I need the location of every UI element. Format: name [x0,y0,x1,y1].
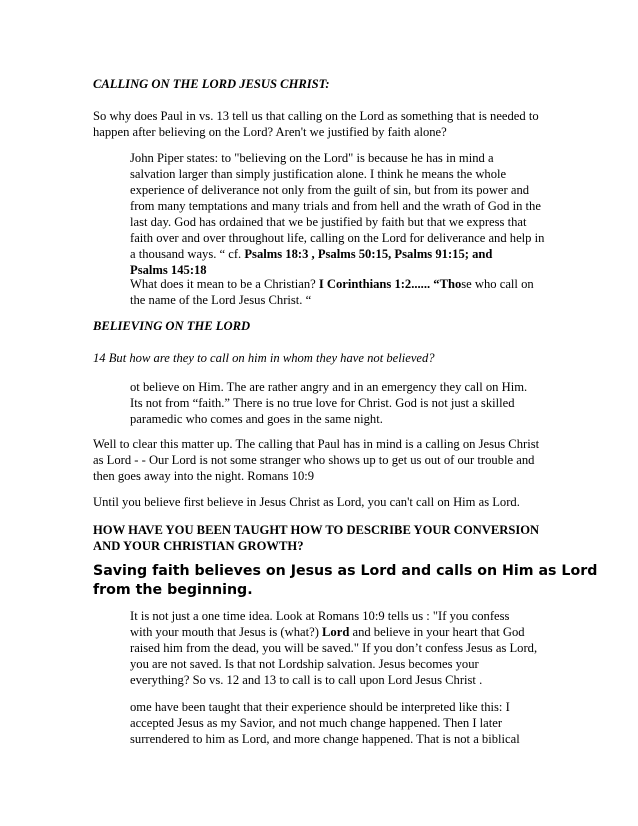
text-line: the name of the Lord Jesus Christ. “ [130,293,312,307]
text-line: HOW HAVE YOU BEEN TAUGHT HOW TO DESCRIBE YOUR CONVERSION [93,523,540,537]
text-line [130,624,554,640]
text-line: then goes away into the night. Romans 10:9 [93,469,315,483]
text-line: accepted Jesus as my Savior, and not much change happened. Then I later [130,716,503,730]
text-line: faith over and over throughout life, calling on the Lord for deliverance and help in [130,231,545,245]
corinthians-reference: I Corinthians 1:2...... [318,277,431,291]
text-line: Well to clear this matter up. The calling that Paul has in mind is a calling on Jesus Christ [93,437,540,451]
paragraph-clear-matter [93,436,553,484]
text-span: What does it mean to be a Christian? [130,277,319,291]
psalms-145-reference: Psalms 145:18 [130,263,207,277]
text-span: se who call on [461,277,534,291]
text-line: AND YOUR CHRISTIAN GROWTH? [93,539,304,553]
christian-question [130,276,554,308]
text-span: with your mouth that Jesus is (what?) [130,625,323,639]
heading-believing-on-the-lord: BELIEVING ON THE LORD [93,319,251,333]
text-line: happen after believing on the Lord? Aren't we justified by faith alone? [93,125,447,139]
text-line: last day. God has ordained that we be justified by faith but that we express that [130,215,527,229]
text-line: everything? So vs. 12 and 13 to call is to call upon Lord Jesus Christ . [130,673,483,687]
text-line [130,276,554,292]
believe-block [130,379,554,427]
text-line: raised him from the dead, you will be saved." If you don’t confess Jesus as Lord, [130,641,538,655]
text-line: experience of deliverance not only from the guilt of sin, but from its power and [130,183,530,197]
text-span: a thousand ways. “ cf. [130,247,245,261]
text-line: ot believe on Him. The are rather angry and in an emergency they call on Him. [130,380,528,394]
paragraph-why-paul [93,108,553,140]
heading-saving-faith [93,562,598,600]
text-line: Saving faith believes on Jesus as Lord and calls on Him as Lord [93,563,598,579]
lord-emphasis: Lord [322,625,350,639]
taught-experience-block [130,699,554,747]
text-span: and believe in your heart that God [349,625,525,639]
text-line: surrendered to him as Lord, and more change happened. That is not a biblical [130,732,520,746]
text-line: It is not just a one time idea. Look at Romans 10:9 tells us : "If you confess [130,609,510,623]
text-line: Its not from “faith.” There is no true love for Christ. God is not just a skilled [130,396,515,410]
text-line [130,246,554,262]
heading-calling-on-the-lord: CALLING ON THE LORD JESUS CHRIST: [93,77,330,91]
text-line: from many temptations and many trials and from hell and the wrath of God in the [130,199,541,213]
heading-how-taught [93,522,553,554]
text-line: from the beginning. [93,582,253,598]
verse-14: 14 But how are they to call on him in whom they have not believed? [93,351,435,365]
john-piper-quote [130,150,554,278]
quote-start: “Tho [430,277,462,291]
text-line: ome have been taught that their experience should be interpreted like this: I [130,700,510,714]
text-line: salvation larger than simply justification alone. I think he means the whole [130,167,507,181]
text-line: you are not saved. Is that not Lordship salvation. Jesus becomes your [130,657,479,671]
text-line: So why does Paul in vs. 13 tell us that calling on the Lord as something that is needed to [93,109,539,123]
text-line: John Piper states: to "believing on the Lord" is because he has in mind a [130,151,494,165]
romans-10-9-block [130,608,554,688]
paragraph-until-you-believe: Until you believe first believe in Jesus Christ as Lord, you can't call on Him as Lord. [93,495,520,509]
text-line: as Lord - - Our Lord is not some stranger who shows up to get us out of our trouble and [93,453,535,467]
psalms-references: Psalms 18:3 , Psalms 50:15, Psalms 91:15; and [244,247,493,261]
text-line: paramedic who comes and goes in the same night. [130,412,383,426]
